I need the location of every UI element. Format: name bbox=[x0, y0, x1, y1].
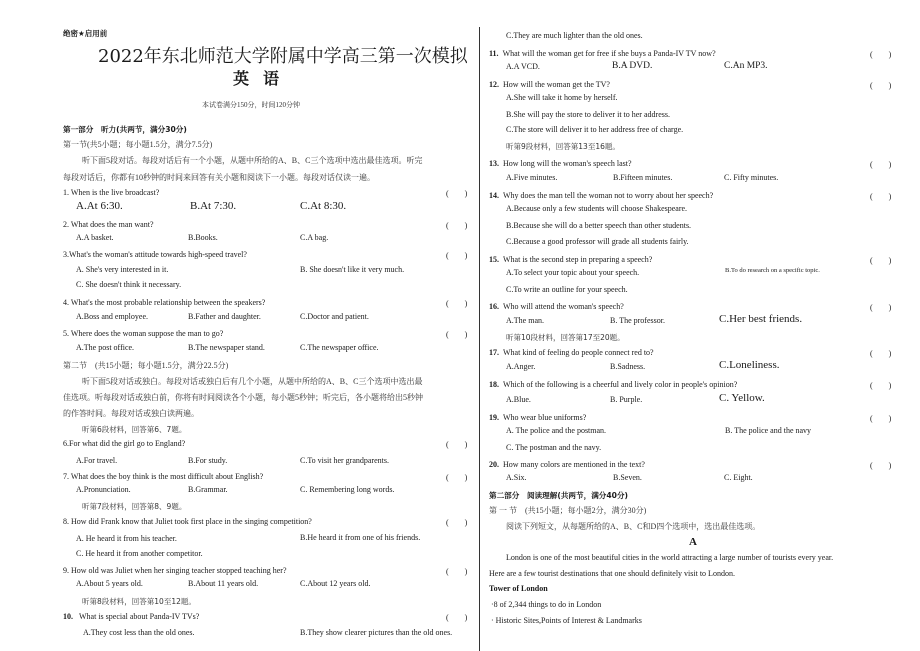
question-7: 7. What does the boy think is the most difficult about English? bbox=[63, 472, 264, 481]
passage-bullet-2: · Historic Sites,Points of Interest & Landmarks bbox=[491, 616, 642, 625]
q17-option-a: A.Anger. bbox=[506, 362, 536, 371]
q8-option-b: B.He heard it from one of his friends. bbox=[300, 533, 421, 542]
answer-blank-2[interactable]: ( ) bbox=[446, 221, 468, 230]
section2-instructions-line2: 佳选项。听每段对话或独白前，你将有时间阅读各个小题，每小题5秒钟；听完后，各小题将给出5秒钟 bbox=[63, 393, 423, 402]
passage-heading: Tower of London bbox=[489, 584, 548, 593]
answer-blank-3[interactable]: ( ) bbox=[446, 251, 468, 260]
q11-option-a: A.A VCD. bbox=[506, 62, 540, 71]
answer-blank-12[interactable]: ( ) bbox=[870, 81, 892, 90]
q11-option-c: C.An MP3. bbox=[724, 61, 768, 71]
q12-option-a: A.She will take it home by herself. bbox=[506, 93, 618, 102]
q6-option-c: C.To visit her grandparents. bbox=[300, 456, 389, 465]
q7-option-b: B.Grammar. bbox=[188, 485, 228, 494]
answer-blank-8[interactable]: ( ) bbox=[446, 518, 468, 527]
q9-option-b: B.About 11 years old. bbox=[188, 579, 259, 588]
confidential-label: 绝密★启用前 bbox=[63, 29, 108, 38]
q6-option-b: B.For study. bbox=[188, 456, 228, 465]
q3-option-b: B. She doesn't like it very much. bbox=[300, 265, 405, 274]
q16-option-a: A.The man. bbox=[506, 316, 544, 325]
question-19: 19. Who wear blue uniforms? bbox=[489, 413, 587, 422]
q18-option-c: C. Yellow. bbox=[719, 392, 765, 404]
hint-material-7: 听第7段材料，回答第8、9题。 bbox=[82, 502, 187, 511]
answer-blank-20[interactable]: ( ) bbox=[870, 461, 892, 470]
q14-option-c: C.Because a good professor will grade all students fairly. bbox=[506, 237, 689, 246]
q15-option-c: C.To write an outline for your speech. bbox=[506, 285, 628, 294]
q17-option-c: C.Loneliness. bbox=[719, 359, 780, 371]
question-6: 6.For what did the girl go to England? bbox=[63, 439, 186, 448]
answer-blank-6[interactable]: ( ) bbox=[446, 440, 468, 449]
q2-option-a: A.A basket. bbox=[76, 233, 114, 242]
q10-option-b: B.They show clearer pictures than the old ones. bbox=[300, 628, 453, 637]
passage-para1-line2: Here are a few tourist destinations that one should definitely visit to London. bbox=[489, 569, 735, 578]
q14-option-a: A.Because only a few students will choose Shakespeare. bbox=[506, 204, 688, 213]
q10-option-a: A.They cost less than the old ones. bbox=[83, 628, 195, 637]
q5-option-a: A.The post office. bbox=[76, 343, 135, 352]
q12-option-c: C.The store will deliver it to her address free of charge. bbox=[506, 125, 684, 134]
passage-para1-line1: London is one of the most beautiful cities in the world attracting a large number of tourists every year. bbox=[506, 553, 834, 562]
q7-option-c: C. Remembering long words. bbox=[300, 485, 395, 494]
q7-option-a: A.Pronunciation. bbox=[76, 485, 131, 494]
q15-option-b: B.To do research on a specific topic. bbox=[725, 267, 820, 274]
q13-option-c: C. Fifty minutes. bbox=[724, 173, 779, 182]
subject-title: 英语 bbox=[233, 69, 294, 88]
section2-instructions-line1: 听下面5段对话或独白。每段对话或独白后有几个小题，从题中所给的A、B、C三个选项中选出最 bbox=[82, 377, 423, 386]
answer-blank-9[interactable]: ( ) bbox=[446, 567, 468, 576]
question-13: 13. How long will the woman's speech last? bbox=[489, 159, 632, 168]
q4-option-a: A.Boss and employee. bbox=[76, 312, 148, 321]
q13-option-b: B.Fifteen minutes. bbox=[613, 173, 673, 182]
answer-blank-11[interactable]: ( ) bbox=[870, 50, 892, 59]
exam-info: 本试卷满分150分，时间120分钟 bbox=[202, 101, 300, 109]
q8-option-c: C. He heard it from another competitor. bbox=[76, 549, 203, 558]
passage-bullet-1: ·8 of 2,344 things to do in London bbox=[491, 600, 602, 609]
answer-blank-14[interactable]: ( ) bbox=[870, 192, 892, 201]
question-15: 15. What is the second step in preparing a speech? bbox=[489, 255, 653, 264]
q5-option-b: B.The newspaper stand. bbox=[188, 343, 265, 352]
question-12: 12. How will the woman get the TV? bbox=[489, 80, 610, 89]
q16-option-c: C.Her best friends. bbox=[719, 313, 803, 325]
q13-option-a: A.Five minutes. bbox=[506, 173, 558, 182]
q11-option-b: B.A DVD. bbox=[612, 61, 653, 71]
answer-blank-13[interactable]: ( ) bbox=[870, 160, 892, 169]
q19-option-a: A. The police and the postman. bbox=[506, 426, 607, 435]
q19-option-b: B. The police and the navy bbox=[725, 426, 812, 435]
q5-option-c: C.The newspaper office. bbox=[300, 343, 379, 352]
answer-blank-17[interactable]: ( ) bbox=[870, 349, 892, 358]
q17-option-b: B.Sadness. bbox=[610, 362, 646, 371]
part2-section1-title: 第 一 节 (共15小题；每小题2分，满分30分) bbox=[489, 506, 647, 515]
question-10: 10. What is special about Panda-IV TVs? bbox=[63, 612, 200, 621]
question-20: 20. How many colors are mentioned in the text? bbox=[489, 460, 645, 469]
answer-blank-7[interactable]: ( ) bbox=[446, 473, 468, 482]
q18-option-b: B. Purple. bbox=[610, 395, 643, 404]
answer-blank-15[interactable]: ( ) bbox=[870, 256, 892, 265]
part2-title: 第二部分 阅读理解(共两节，满分40分) bbox=[489, 491, 629, 500]
q6-option-a: A.For travel. bbox=[76, 456, 118, 465]
answer-blank-1[interactable]: ( ) bbox=[446, 189, 468, 198]
answer-blank-18[interactable]: ( ) bbox=[870, 381, 892, 390]
passage-label: A bbox=[689, 536, 697, 548]
q18-option-a: A.Blue. bbox=[506, 395, 531, 404]
q1-option-c: C.At 8:30. bbox=[300, 200, 347, 212]
question-5: 5. Where does the woman suppose the man to go? bbox=[63, 329, 224, 338]
section2-title: 第二节 (共15小题；每小题1.5分，满分22.5分) bbox=[63, 361, 229, 370]
q16-option-b: B. The professor. bbox=[610, 316, 665, 325]
answer-blank-4[interactable]: ( ) bbox=[446, 299, 468, 308]
q20-option-a: A.Six. bbox=[506, 473, 527, 482]
q1-option-b: B.At 7:30. bbox=[190, 200, 237, 212]
column-divider bbox=[479, 27, 480, 651]
answer-blank-16[interactable]: ( ) bbox=[870, 303, 892, 312]
q19-option-c: C. The postman and the navy. bbox=[506, 443, 602, 452]
q9-option-c: C.About 12 years old. bbox=[300, 579, 371, 588]
q3-option-c: C. She doesn't think it necessary. bbox=[76, 280, 182, 289]
section2-instructions-line3: 的作答时间。每段对话或独白读两遍。 bbox=[63, 409, 199, 418]
hint-material-6: 听第6段材料，回答第6、7题。 bbox=[82, 425, 187, 434]
q8-option-a: A. He heard it from his teacher. bbox=[76, 534, 177, 543]
q4-option-c: C.Doctor and patient. bbox=[300, 312, 369, 321]
q20-option-b: B.Seven. bbox=[613, 473, 642, 482]
q1-option-a: A.At 6:30. bbox=[76, 200, 123, 212]
hint-material-9: 听第9段材料，回答第13至16题。 bbox=[506, 142, 620, 151]
part1-title: 第一部分 听力(共两节，满分30分) bbox=[63, 125, 187, 134]
answer-blank-10[interactable]: ( ) bbox=[446, 613, 468, 622]
answer-blank-5[interactable]: ( ) bbox=[446, 330, 468, 339]
section1-title: 第一节(共5小题；每小题1.5分，满分7.5分) bbox=[63, 140, 213, 149]
exam-title: 2022年东北师范大学附属中学高三第一次模拟 bbox=[98, 46, 468, 67]
question-3: 3.What's the woman's attitude towards high-speed travel? bbox=[63, 250, 247, 259]
question-18: 18. Which of the following is a cheerful and lively color in people's opinion? bbox=[489, 380, 738, 389]
question-17: 17. What kind of feeling do people connect red to? bbox=[489, 348, 654, 357]
q4-option-b: B.Father and daughter. bbox=[188, 312, 261, 321]
q20-option-c: C. Eight. bbox=[724, 473, 753, 482]
q10-option-c: C.They are much lighter than the old ones. bbox=[506, 31, 643, 40]
q2-option-c: C.A bag. bbox=[300, 233, 329, 242]
section1-instructions-line2: 每段对话后，你都有10秒钟的时间来回答有关小题和阅读下一小题。每段对话仅读一遍。 bbox=[63, 173, 375, 182]
q9-option-a: A.About 5 years old. bbox=[76, 579, 143, 588]
section1-instructions-line1: 听下面5段对话。每段对话后有一个小题，从题中所给的A、B、C三个选项中选出最佳选项。听完 bbox=[82, 156, 423, 165]
question-4: 4. What's the most probable relationship between the speakers? bbox=[63, 298, 266, 307]
q15-option-a: A.To select your topic about your speech. bbox=[506, 268, 640, 277]
question-14: 14. Why does the man tell the woman not to worry about her speech? bbox=[489, 191, 714, 200]
hint-material-10: 听第10段材料，回答第17至20题。 bbox=[506, 333, 625, 342]
q12-option-b: B.She will pay the store to deliver it to her address. bbox=[506, 110, 670, 119]
question-2: 2. What does the man want? bbox=[63, 220, 154, 229]
question-11: 11. What will the woman get for free if she buys a Panda-IV TV now? bbox=[489, 49, 716, 58]
question-9: 9. How old was Juliet when her singing teacher stopped teaching her? bbox=[63, 566, 287, 575]
question-1: 1. When is the live broadcast? bbox=[63, 188, 160, 197]
hint-material-8: 听第8段材料，回答第10至12题。 bbox=[82, 597, 196, 606]
question-8: 8. How did Frank know that Juliet took first place in the singing competition? bbox=[63, 517, 312, 526]
q14-option-b: B.Because she will do a better speech than other students. bbox=[506, 221, 692, 230]
q3-option-a: A. She's very interested in it. bbox=[76, 265, 169, 274]
answer-blank-19[interactable]: ( ) bbox=[870, 414, 892, 423]
q2-option-b: B.Books. bbox=[188, 233, 218, 242]
part2-section1-instructions: 阅读下列短文，从每题所给的A、B、C和D四个选项中，选出最佳选项。 bbox=[506, 522, 761, 531]
question-16: 16. Who will attend the woman's speech? bbox=[489, 302, 624, 311]
